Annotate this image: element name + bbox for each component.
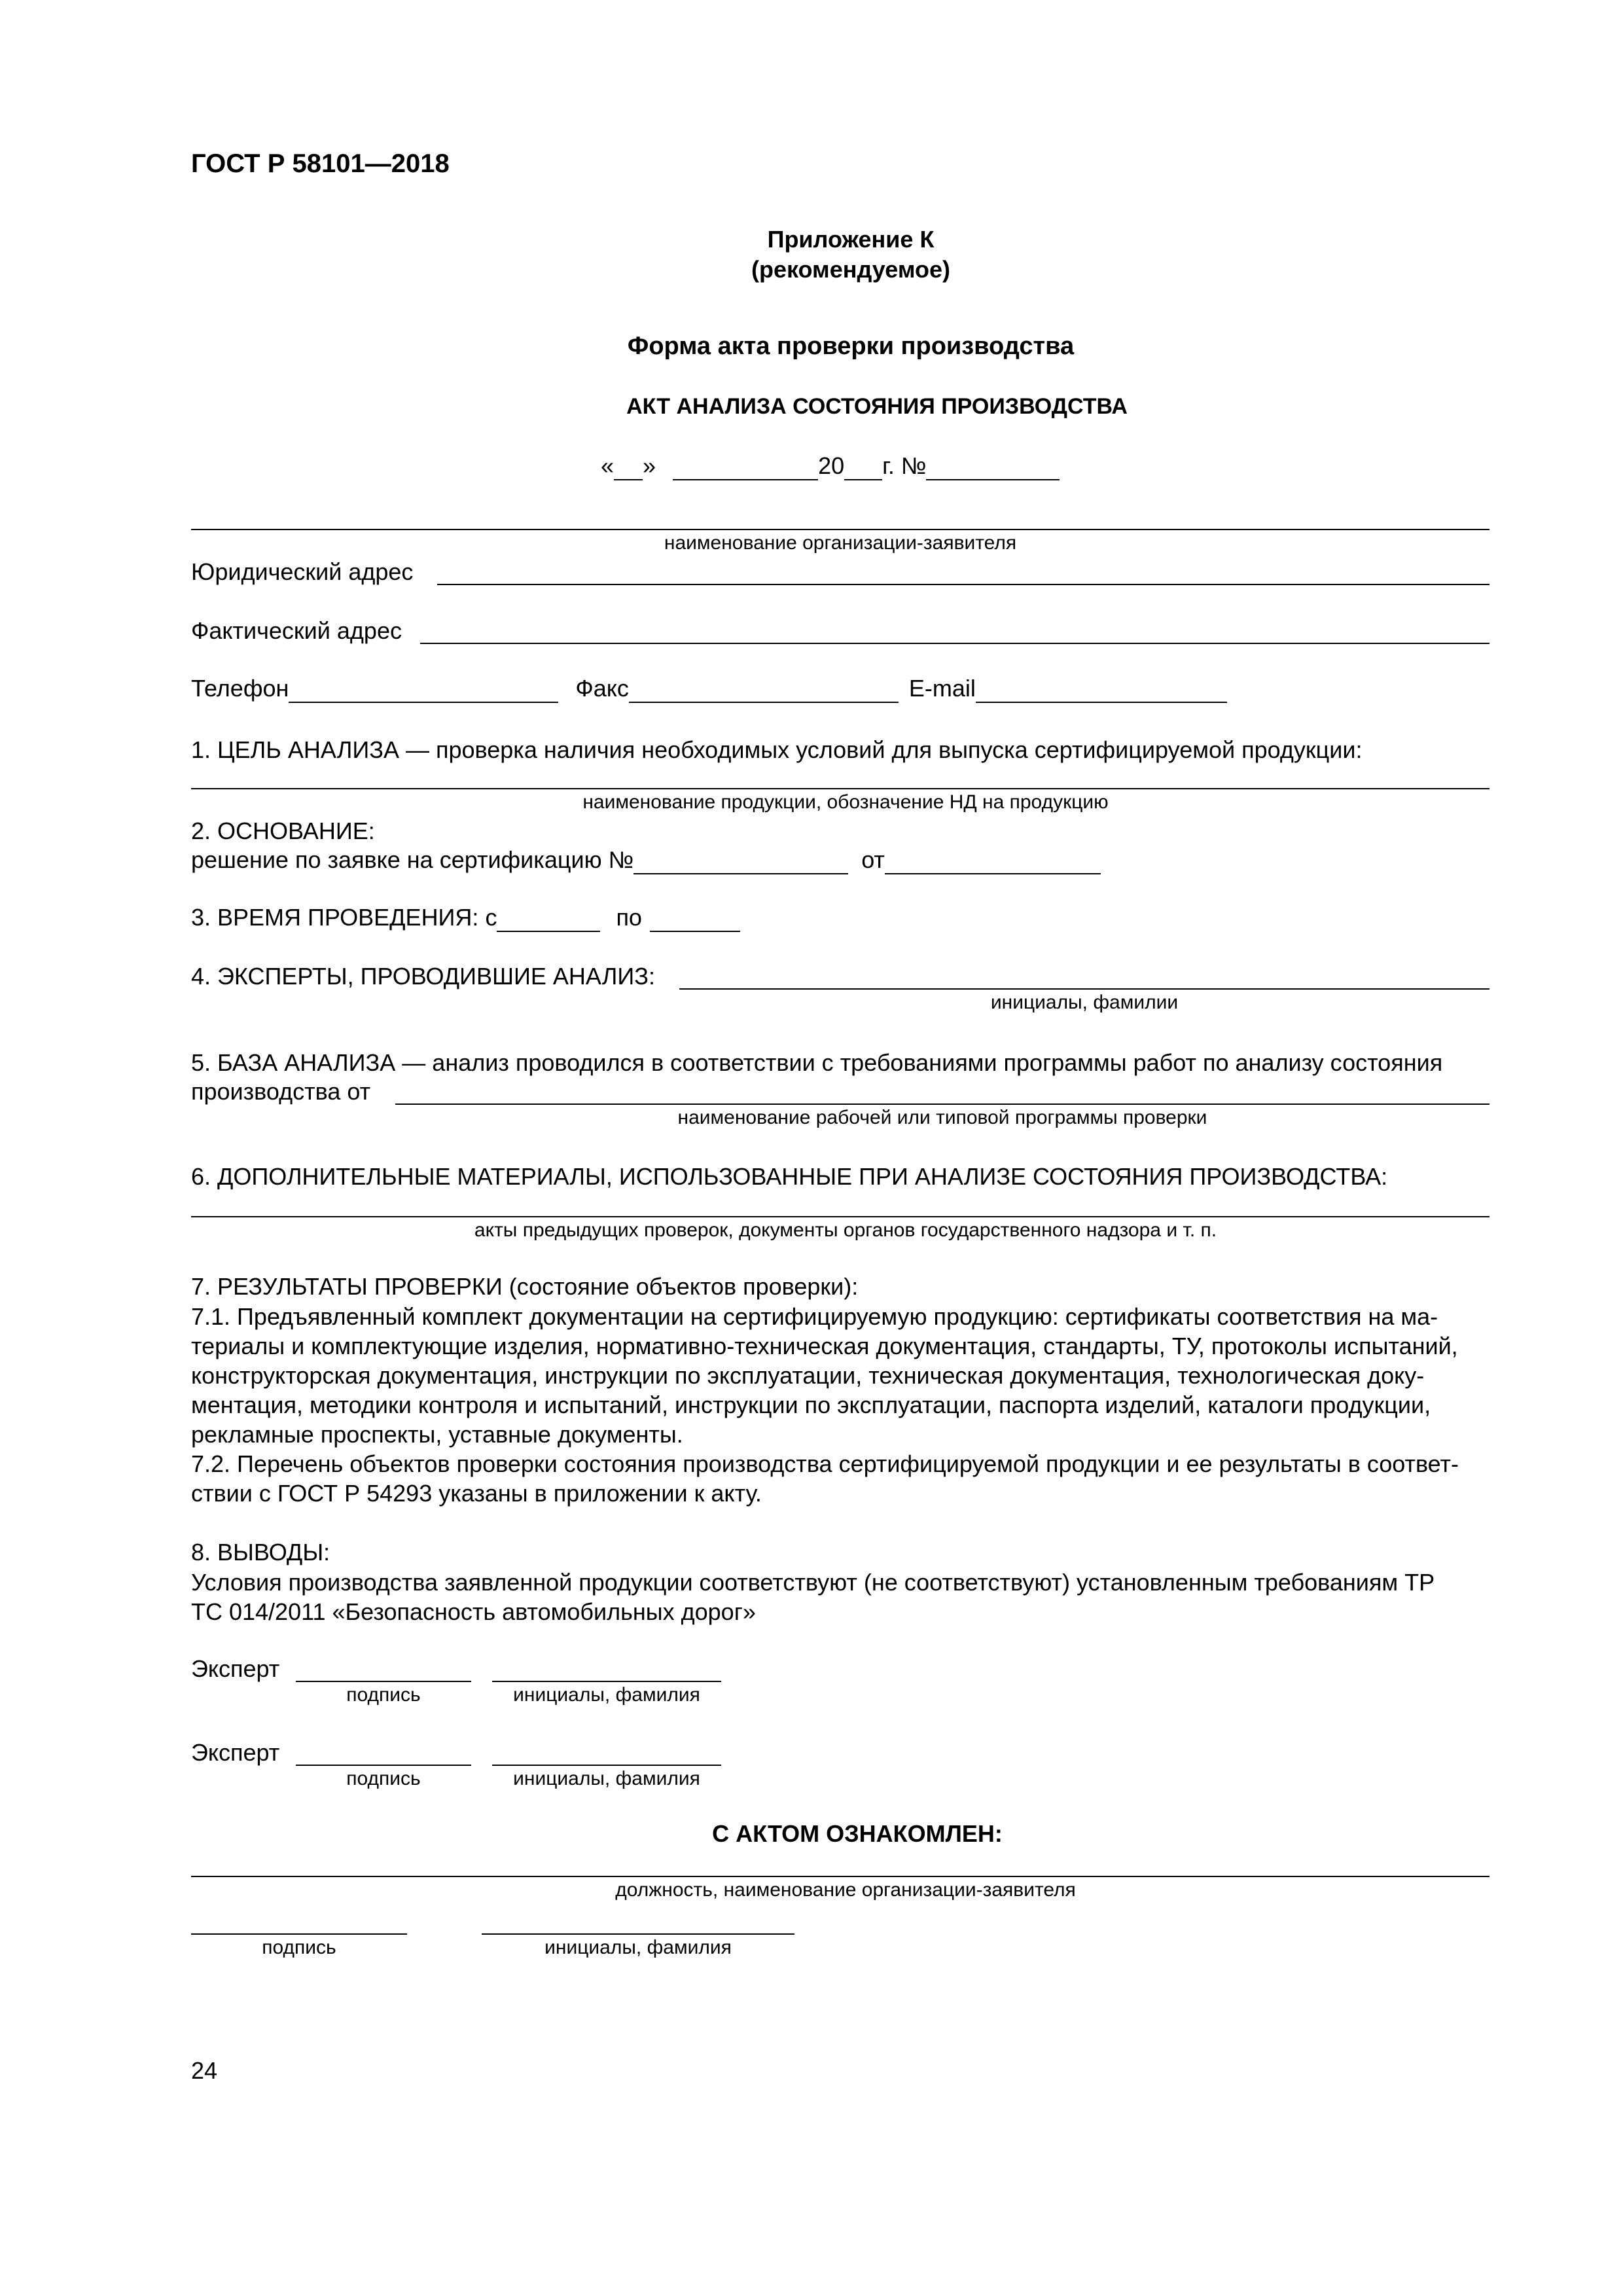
expert-2-name-caption: инициалы, фамилия <box>513 1768 700 1789</box>
email-field[interactable] <box>976 679 1227 703</box>
act-number-field[interactable] <box>926 457 1060 480</box>
decision-from-label: от <box>861 846 885 873</box>
phone-field[interactable] <box>289 679 558 703</box>
date-close-quote: » <box>643 452 656 479</box>
experts-field[interactable] <box>679 988 1489 990</box>
section7-title: 7. РЕЗУЛЬТАТЫ ПРОВЕРКИ (состояние объектов проверки): <box>191 1273 859 1300</box>
time-to-field[interactable] <box>650 908 740 932</box>
acknowledged-position-field[interactable] <box>191 1876 1489 1877</box>
section8-paragraph <box>191 1568 1493 1626</box>
appendix-title: Приложение К <box>767 226 935 253</box>
acknowledged-position-caption: должность, наименование организации-заявителя <box>615 1879 1076 1901</box>
standard-designation: ГОСТ Р 58101—2018 <box>191 149 450 178</box>
time-from-field[interactable] <box>497 908 600 932</box>
section6-title: 6. ДОПОЛНИТЕЛЬНЫЕ МАТЕРИАЛЫ, ИСПОЛЬЗОВАННЫЕ ПРИ АНАЛИЗЕ СОСТОЯНИЯ ПРОИЗВОДСТВА: <box>191 1163 1388 1190</box>
section3-title: 3. ВРЕМЯ ПРОВЕДЕНИЯ: с <box>191 904 497 931</box>
acknowledged-name-caption: инициалы, фамилия <box>544 1937 732 1958</box>
year-field[interactable] <box>844 457 882 480</box>
expert-2-signature-caption: подпись <box>346 1768 421 1789</box>
product-caption: наименование продукции, обозначение НД на продукцию <box>582 791 1109 813</box>
expert-2-signature-field[interactable] <box>296 1765 471 1766</box>
expert-1-name-caption: инициалы, фамилия <box>513 1684 700 1706</box>
section5-line2: производства от <box>191 1078 371 1105</box>
decision-number-field[interactable] <box>633 851 848 874</box>
section7-p2-line: 7.2. Перечень объектов проверки состояния производства сертифицируемой продукции и ее результаты в соответ- <box>191 1450 1459 1477</box>
expert-2-label: Эксперт <box>191 1739 280 1766</box>
date-number-line <box>601 452 1060 480</box>
section5-line1: 5. БАЗА АНАЛИЗА — анализ проводился в соответствии с требованиями программы работ по анализу состояния <box>191 1049 1443 1076</box>
legal-address-field[interactable] <box>437 584 1489 585</box>
time-to-label: по <box>616 904 642 931</box>
year-prefix: 20 <box>818 452 845 479</box>
product-field[interactable] <box>191 788 1489 789</box>
program-field[interactable] <box>395 1103 1489 1105</box>
date-open-quote: « <box>601 452 615 479</box>
actual-address-label: Фактический адрес <box>191 617 402 644</box>
experts-caption: инициалы, фамилии <box>990 992 1179 1013</box>
fax-label: Факс <box>575 675 629 702</box>
act-title: АКТ АНАЛИЗА СОСТОЯНИЯ ПРОИЗВОДСТВА <box>626 394 1128 419</box>
appendix-subtitle: (рекомендуемое) <box>751 256 950 283</box>
section7-p1-line: конструкторская документация, инструкции по эксплуатации, техническая документация, технологическая доку- <box>191 1362 1425 1389</box>
materials-caption: акты предыдущих проверок, документы органов государственного надзора и т. п. <box>474 1219 1217 1241</box>
time-line <box>191 903 740 932</box>
expert-2-name-field[interactable] <box>492 1765 721 1766</box>
email-label: E-mail <box>908 675 976 702</box>
section7-p1-line: териалы и комплектующие изделия, нормативно-техническая документация, стандарты, ТУ, протоколы испытаний, <box>191 1333 1458 1359</box>
decision-line <box>191 846 1101 874</box>
section7-p1-line: ментация, методики контроля и испытаний, инструкции по эксплуатации, паспорта изделий, каталоги продукции, <box>191 1391 1431 1418</box>
contacts-line <box>191 674 1227 703</box>
section1-text: 1. ЦЕЛЬ АНАЛИЗА — проверка наличия необходимых условий для выпуска сертифицируемой продукции: <box>191 736 1363 763</box>
section8-line: Условия производства заявленной продукции соответствуют (не соответствуют) установленным требованиям ТР <box>191 1569 1435 1596</box>
acknowledged-signature-caption: подпись <box>262 1937 336 1958</box>
expert-1-name-field[interactable] <box>492 1681 721 1682</box>
section8-line: ТС 014/2011 «Безопасность автомобильных дорог» <box>191 1598 756 1625</box>
section7-p1-line: рекламные проспекты, уставные документы. <box>191 1421 683 1448</box>
legal-address-label: Юридический адрес <box>191 558 414 585</box>
phone-label: Телефон <box>191 675 289 702</box>
program-caption: наименование рабочей или типовой программы проверки <box>677 1107 1207 1128</box>
section7-paragraph-1 <box>191 1302 1493 1449</box>
section4-title: 4. ЭКСПЕРТЫ, ПРОВОДИВШИЕ АНАЛИЗ: <box>191 963 655 990</box>
acknowledged-name-field[interactable] <box>482 1933 794 1935</box>
acknowledged-signature-field[interactable] <box>191 1933 407 1935</box>
materials-field[interactable] <box>191 1216 1489 1217</box>
section8-title: 8. ВЫВОДЫ: <box>191 1539 330 1566</box>
section7-p2-line: ствии с ГОСТ Р 54293 указаны в приложении к акту. <box>191 1480 762 1507</box>
section7-paragraph-2 <box>191 1449 1493 1508</box>
decision-label: решение по заявке на сертификацию № <box>191 846 634 873</box>
day-field[interactable] <box>614 457 643 480</box>
org-name-field[interactable] <box>191 529 1489 530</box>
actual-address-field[interactable] <box>420 643 1489 644</box>
expert-1-signature-caption: подпись <box>346 1684 421 1706</box>
section2-title: 2. ОСНОВАНИЕ: <box>191 817 375 844</box>
decision-date-field[interactable] <box>885 851 1101 874</box>
acknowledged-title: С АКТОМ ОЗНАКОМЛЕН: <box>712 1820 1003 1847</box>
expert-1-signature-field[interactable] <box>296 1681 471 1682</box>
number-label: г. № <box>882 452 927 479</box>
expert-1-label: Эксперт <box>191 1655 280 1682</box>
page-number: 24 <box>191 2057 218 2084</box>
form-title: Форма акта проверки производства <box>627 332 1075 360</box>
org-name-caption: наименование организации-заявителя <box>664 532 1017 554</box>
month-field[interactable] <box>673 457 818 480</box>
fax-field[interactable] <box>629 679 899 703</box>
section7-p1-line: 7.1. Предъявленный комплект документации на сертифицируемую продукцию: сертификаты соответствия на ма- <box>191 1303 1438 1330</box>
